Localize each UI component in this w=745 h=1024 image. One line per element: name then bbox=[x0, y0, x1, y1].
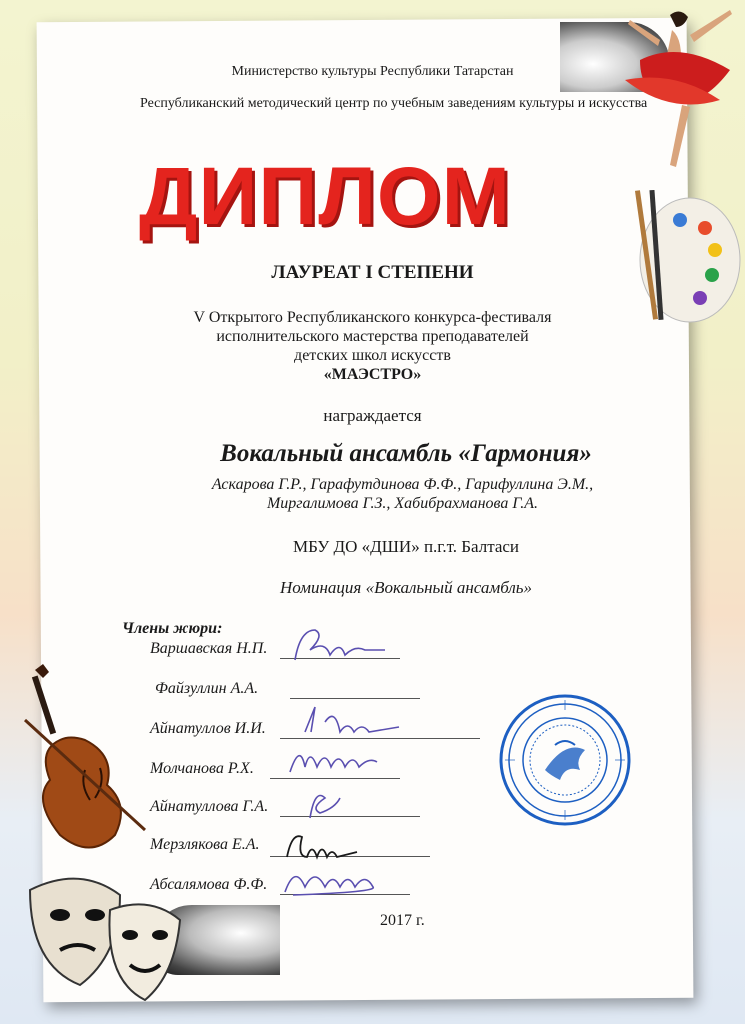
juror-name: Файзуллин А.А. bbox=[155, 680, 259, 697]
juror-name: Айнатуллов И.И. bbox=[150, 720, 266, 737]
members-line-2: Миргалимова Г.З., Хабибрахманова Г.А. bbox=[266, 495, 539, 512]
nomination: Номинация «Вокальный ансамбль» bbox=[280, 578, 532, 597]
members-line-1: Аскарова Г.Р., Гарафутдинова Ф.Ф., Гарифуллина Э.М., bbox=[211, 476, 594, 493]
jury-title: Члены жюри: bbox=[122, 620, 223, 637]
issue-year: 2017 г. bbox=[380, 912, 425, 929]
signature bbox=[280, 862, 390, 902]
ministry-name: Министерство культуры Республики Татарстан bbox=[231, 64, 514, 79]
contest-line-3: детских школ искусств bbox=[294, 347, 451, 364]
juror-name: Варшавская Н.П. bbox=[150, 640, 268, 657]
ensemble-members bbox=[0, 475, 745, 513]
contest-line-1: V Открытого Республиканского конкурса-фестиваля bbox=[193, 309, 552, 326]
juror-name: Абсалямова Ф.Ф. bbox=[150, 876, 268, 893]
signature-line bbox=[280, 738, 480, 739]
signature bbox=[282, 822, 362, 862]
contest-name: «МАЭСТРО» bbox=[323, 366, 422, 383]
violin-illustration bbox=[15, 660, 150, 870]
school-name: МБУ ДО «ДШИ» п.г.т. Балтаси bbox=[292, 537, 520, 556]
juror-name: Айнатуллова Г.А. bbox=[150, 798, 269, 815]
laureate-degree: ЛАУРЕАТ I СТЕПЕНИ bbox=[271, 262, 474, 283]
juror-name: Молчанова Р.Х. bbox=[150, 760, 254, 777]
contest-line-2: исполнительского мастерства преподавателей bbox=[216, 328, 529, 345]
juror-name: Мерзлякова Е.А. bbox=[150, 836, 260, 853]
signature-line bbox=[290, 698, 420, 699]
awarded-label: награждается bbox=[323, 406, 422, 425]
signature bbox=[300, 702, 410, 736]
signature-line bbox=[270, 778, 400, 779]
methodical-center-name: Республиканский методический центр по учебным заведениям культуры и искусства bbox=[140, 96, 648, 111]
signature bbox=[300, 788, 350, 823]
ensemble-name: Вокальный ансамбль «Гармония» bbox=[220, 440, 592, 467]
signature bbox=[285, 620, 395, 665]
contest-description bbox=[0, 308, 745, 384]
official-stamp bbox=[495, 690, 635, 830]
diploma-title: ДИПЛОМ bbox=[139, 151, 511, 242]
signature bbox=[285, 742, 395, 778]
